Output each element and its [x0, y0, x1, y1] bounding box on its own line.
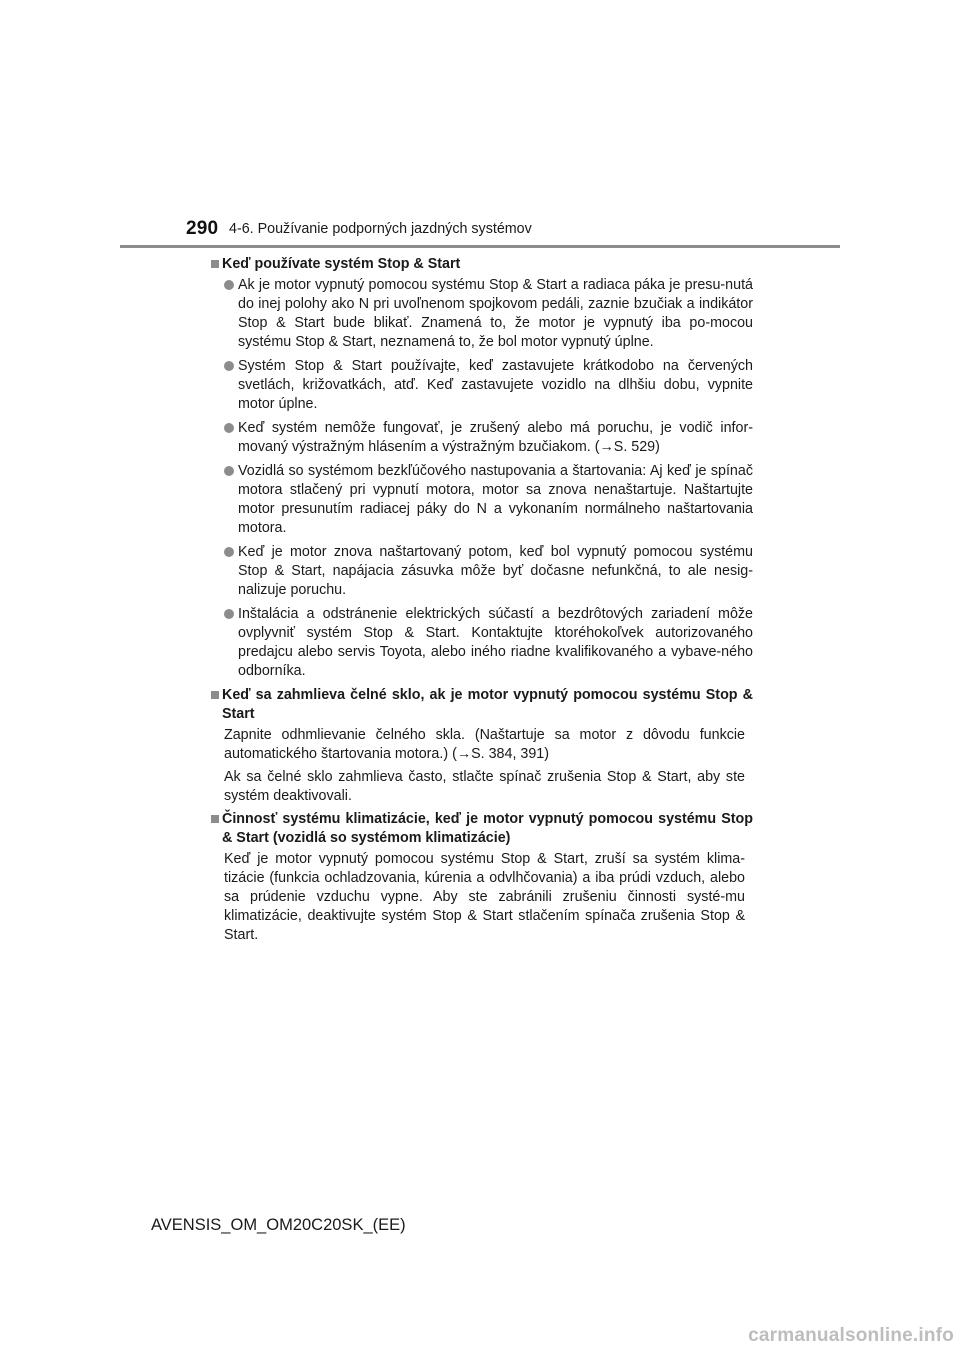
circle-bullet-icon	[224, 547, 234, 557]
page-number: 290	[186, 218, 219, 239]
circle-bullet-icon	[224, 466, 234, 476]
list-item	[224, 605, 753, 681]
circle-bullet-icon	[224, 361, 234, 371]
circle-bullet-icon	[224, 423, 234, 433]
section-air-conditioning	[211, 810, 753, 945]
section-title	[211, 255, 753, 274]
list-item-text: Ak je motor vypnutý pomocou systému Stop & Start a radiaca páka je presu-nutá do inej polohy ako N pri uvoľnenom spojkovom pedáli, zaznie bzučiak a indikátor Stop & Start bude blikať. Znamená to, že motor je vypnutý iba po-mocou systému Stop & Start, neznamená to, že bol motor vypnutý úplne.	[238, 277, 753, 350]
section-title	[211, 686, 753, 724]
section-title-text: Keď sa zahmlieva čelné sklo, ak je motor vypnutý pomocou systému Stop & Start	[222, 687, 753, 722]
section-stop-start-use	[211, 255, 753, 681]
page-content	[211, 255, 753, 949]
list-item	[224, 357, 753, 414]
list-item-text: Vozidlá so systémom bezkľúčového nastupovania a štartovania: Aj keď je spínač motora stlačený pri vypnutí motora, motor sa znova nenaštartuje. Naštartujte motor presunutím radiacej páky do N a vykonaním normálneho naštartovania motora.	[238, 463, 753, 536]
list-item	[224, 462, 753, 538]
list-item	[224, 543, 753, 600]
list-item	[224, 276, 753, 352]
circle-bullet-icon	[224, 609, 234, 619]
header-divider	[120, 245, 840, 248]
list-item-text: Keď je motor znova naštartovaný potom, keď bol vypnutý pomocou systému Stop & Start, napájacia zásuvka môže byť dočasne nefunkčná, to ale nesig-nalizuje poruchu.	[238, 544, 753, 598]
bullet-list	[211, 276, 753, 681]
list-item-text: Systém Stop & Start používajte, keď zastavujete krátkodobo na červených svetlách, križovatkách, atď. Keď zastavujete vozidlo na dlhšiu dobu, vypnite motor úplne.	[238, 358, 753, 412]
list-item-text: Inštalácia a odstránenie elektrických súčastí a bezdrôtových zariadení môže ovplyvniť systém Stop & Start. Kontaktujte ktoréhokoľvek autorizovaného predajcu alebo servis Toyota, alebo iného riadne kvalifikovaného a vybave-ného odborníka.	[238, 606, 753, 679]
section-title-text: Keď používate systém Stop & Start	[222, 256, 461, 272]
list-item-text: Keď systém nemôže fungovať, je zrušený alebo má poruchu, je vodič infor-movaný výstražným hlásením a výstražným bzučiakom. (→S. 529)	[238, 420, 753, 455]
chapter-title: 4-6. Používanie podporných jazdných systémov	[229, 221, 532, 237]
section-title-text: Činnosť systému klimatizácie, keď je motor vypnutý pomocou systému Stop & Start (vozidlá so systémom klimatizácie)	[222, 811, 753, 846]
paragraph: Zapnite odhmlievanie čelného skla. (Naštartuje sa motor z dôvodu funkcie automatického štartovania motora.) (→S. 384, 391)	[224, 727, 745, 762]
square-bullet-icon	[211, 691, 219, 699]
section-title	[211, 810, 753, 848]
footer-manual-code: AVENSIS_OM_OM20C20SK_(EE)	[151, 1216, 406, 1234]
square-bullet-icon	[211, 260, 219, 268]
watermark: carmanualsonline.info	[748, 1325, 954, 1346]
circle-bullet-icon	[224, 280, 234, 290]
square-bullet-icon	[211, 815, 219, 823]
section-windshield-fogging	[211, 686, 753, 806]
paragraph: Ak sa čelné sklo zahmlieva často, stlačte spínač zrušenia Stop & Start, aby ste systém deaktivovali.	[224, 769, 745, 804]
paragraph: Keď je motor vypnutý pomocou systému Stop & Start, zruší sa systém klima-tizácie (funkcia ochladzovania, kúrenia a odvlhčovania) a iba prúdi vzduch, alebo sa prúdenie vzduchu vypne. Aby ste zabránili zrušeniu činnosti systé-mu klimatizácie, deaktivujte systém Stop & Start stlačením spínača zrušenia Stop & Start.	[224, 851, 745, 943]
list-item	[224, 419, 753, 457]
